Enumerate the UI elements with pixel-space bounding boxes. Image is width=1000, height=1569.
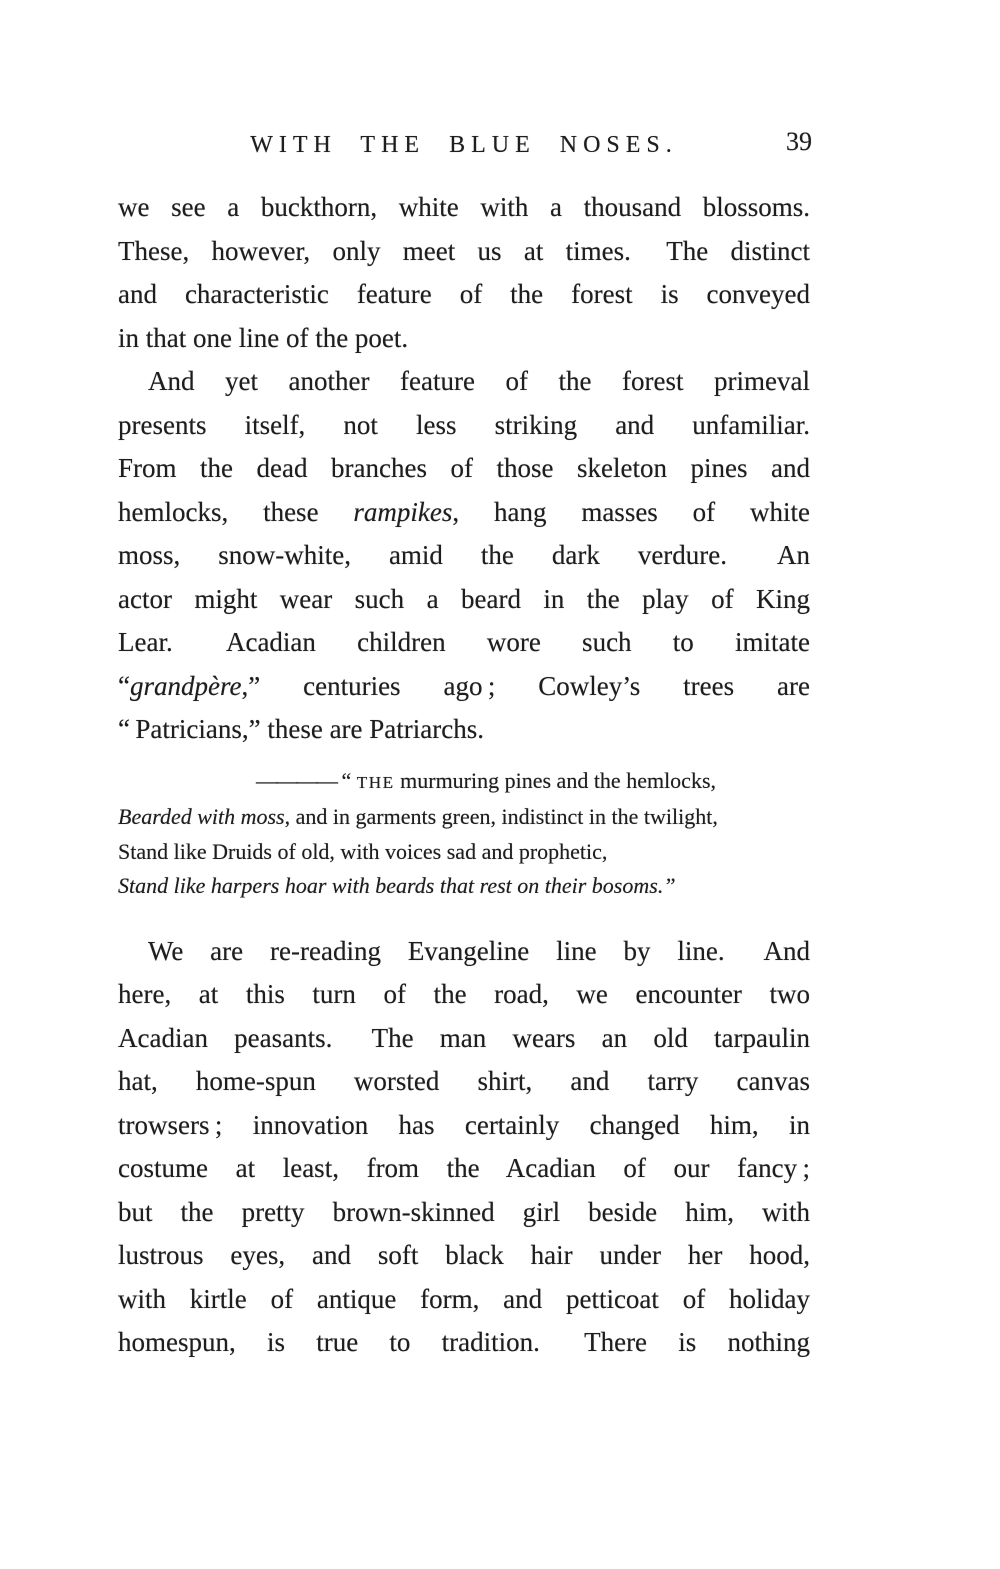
text-run: with kirtle of antique form, and petticoat of holiday bbox=[118, 1283, 810, 1314]
quote-dash: ———— bbox=[256, 767, 336, 793]
text-run: We are re-reading Evangeline line by line. And bbox=[148, 935, 810, 966]
text-line bbox=[118, 317, 810, 361]
italic-text: Stand like harpers hoar with beards that rest on their bosoms.” bbox=[118, 873, 676, 898]
text-line bbox=[118, 447, 810, 491]
text-line bbox=[118, 1191, 810, 1235]
text-line bbox=[118, 869, 810, 904]
text-run: in that one line of the poet. bbox=[118, 322, 409, 353]
text-run: “ bbox=[336, 767, 357, 793]
running-header bbox=[118, 127, 812, 160]
text-run: actor might wear such a beard in the play of King bbox=[118, 583, 810, 614]
text-run: hemlocks, these bbox=[118, 496, 354, 527]
text-line bbox=[118, 404, 810, 448]
text-run: From the dead branches of those skeleton pines and bbox=[118, 453, 810, 483]
text-line bbox=[118, 621, 810, 665]
page-number: 39 bbox=[786, 127, 812, 156]
text-run: ,” centuries ago ; Cowley’s trees are bbox=[241, 670, 810, 701]
text-line bbox=[118, 273, 810, 317]
text-run: “ bbox=[118, 670, 130, 701]
text-run: we see a buckthorn, white with a thousand blossoms. bbox=[118, 192, 810, 222]
text-run: but the pretty brown-skinned girl beside him, with bbox=[118, 1196, 810, 1227]
text-line bbox=[118, 1104, 810, 1148]
text-line bbox=[118, 1278, 810, 1322]
text-run: These, however, only meet us at times. The distinct bbox=[118, 235, 810, 266]
text-line bbox=[118, 1234, 810, 1278]
text-line bbox=[118, 800, 810, 835]
paragraph-3 bbox=[118, 930, 810, 1365]
text-line bbox=[118, 578, 810, 622]
paragraph-2 bbox=[118, 360, 810, 752]
text-run: lustrous eyes, and soft black hair under her hood, bbox=[118, 1240, 810, 1270]
text-run: , and in garments green, indistinct in the twilight, bbox=[284, 804, 718, 829]
text-line bbox=[118, 1147, 810, 1191]
text-line bbox=[118, 534, 810, 578]
text-column bbox=[118, 127, 812, 1365]
text-run: moss, snow-white, amid the dark verdure. An bbox=[118, 540, 810, 570]
text-run: and characteristic feature of the forest is conveyed bbox=[118, 279, 810, 309]
running-header-title: WITH THE BLUE NOSES. bbox=[250, 132, 678, 158]
text-line bbox=[118, 835, 810, 870]
text-line bbox=[118, 1321, 810, 1365]
text-run: here, at this turn of the road, we encounter two bbox=[118, 979, 810, 1009]
text-line bbox=[118, 665, 810, 709]
text-run: And yet another feature of the forest primeval bbox=[148, 366, 810, 396]
text-run: Stand like Druids of old, with voices sad and prophetic, bbox=[118, 838, 608, 864]
text-line bbox=[118, 1017, 810, 1061]
text-run: Acadian peasants. The man wears an old tarpaulin bbox=[118, 1022, 810, 1053]
text-run: murmuring pines and the hemlocks, bbox=[394, 767, 717, 793]
text-line bbox=[118, 764, 810, 801]
text-run: “ Patricians,” these are Patriarchs. bbox=[118, 714, 484, 744]
page-body bbox=[118, 186, 810, 1365]
text-line bbox=[118, 1060, 810, 1104]
text-run: trowsers ; innovation has certainly changed him, in bbox=[118, 1109, 810, 1140]
small-caps-text: THE bbox=[356, 772, 395, 792]
text-line bbox=[118, 973, 810, 1017]
text-run: hat, home-spun worsted shirt, and tarry canvas bbox=[118, 1066, 810, 1096]
italic-text: rampikes bbox=[353, 496, 453, 527]
text-line bbox=[118, 930, 810, 974]
text-line bbox=[118, 708, 810, 752]
text-run: homespun, is true to tradition. There is nothing bbox=[118, 1327, 810, 1357]
text-run: costume at least, from the Acadian of our fancy ; bbox=[118, 1153, 810, 1183]
text-run: presents itself, not less striking and unfamiliar. bbox=[118, 409, 810, 440]
text-line bbox=[118, 360, 810, 404]
text-run: Lear. Acadian children wore such to imitate bbox=[118, 627, 810, 657]
italic-text: grandpère bbox=[129, 670, 242, 701]
paragraph-1 bbox=[118, 186, 810, 360]
italic-text: Bearded with moss bbox=[118, 804, 285, 829]
verse-quotation bbox=[118, 764, 810, 904]
text-line bbox=[118, 186, 810, 230]
text-line bbox=[118, 230, 810, 274]
text-line bbox=[118, 491, 810, 535]
text-run: , hang masses of white bbox=[452, 496, 810, 527]
